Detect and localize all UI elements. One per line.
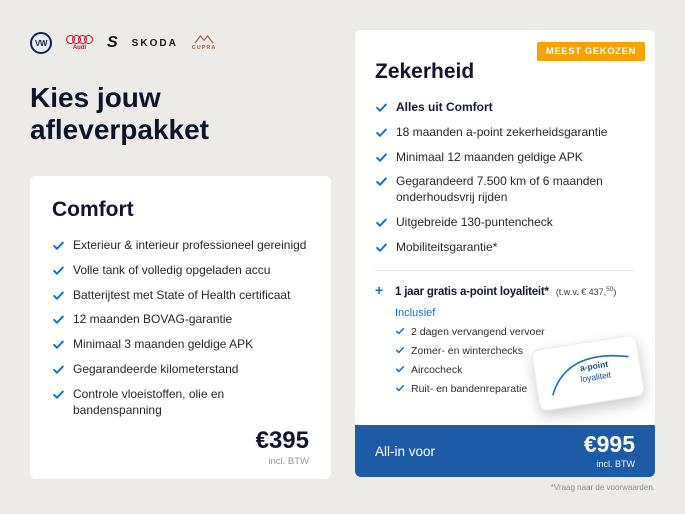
feature-item <box>52 337 309 353</box>
audi-rings-icon <box>66 35 93 44</box>
feature-item <box>52 387 309 419</box>
check-icon <box>375 241 388 254</box>
comfort-title: Comfort <box>52 198 134 221</box>
feature-label: Controle vloeistoffen, olie en bandenspanning <box>73 386 225 417</box>
feature-item <box>52 362 309 378</box>
check-icon <box>375 151 388 164</box>
feature-label: 18 maanden a-point zekerheidsgarantie <box>396 124 608 139</box>
comfort-price-block <box>256 429 309 467</box>
allin-price-block <box>584 433 635 469</box>
audi-label: Audi <box>72 45 87 51</box>
loyalty-label: 1 jaar gratis a-point loyaliteit* <box>395 285 549 298</box>
cupra-logo-icon <box>192 35 217 51</box>
check-icon <box>375 126 388 139</box>
cupra-glyph-icon <box>194 35 214 44</box>
check-icon <box>375 175 388 188</box>
feature-item <box>375 174 635 206</box>
loyalty-bonus-row <box>375 283 649 298</box>
check-icon <box>52 363 65 376</box>
inclusief-item-label: Ruit- en bandenreparatie <box>411 383 528 396</box>
zekerheid-feature-list <box>375 100 635 256</box>
feature-label: Exterieur & interieur professioneel gereinigd <box>73 238 307 252</box>
page-title: Kies jouw afleverpakket <box>30 82 210 146</box>
check-icon <box>52 313 65 326</box>
allin-label: All-in voor <box>375 443 436 459</box>
check-icon <box>52 338 65 351</box>
feature-label: Minimaal 12 maanden geldige APK <box>396 149 583 164</box>
check-icon <box>375 216 388 229</box>
comfort-feature-list <box>52 238 309 419</box>
feature-label: Minimaal 3 maanden geldige APK <box>73 337 254 352</box>
allin-price-bar <box>355 425 655 477</box>
check-icon <box>52 239 65 252</box>
check-icon <box>52 388 65 401</box>
inclusief-label: Inclusief <box>395 306 436 319</box>
check-icon <box>375 101 388 114</box>
feature-label: Volle tank of volledig opgeladen accu <box>73 262 271 277</box>
feature-label: Batterijtest met State of Health certificaat <box>73 287 291 302</box>
comfort-price-note: incl. BTW <box>268 456 309 467</box>
volkswagen-logo-icon: VW <box>30 32 52 54</box>
feature-item <box>375 150 635 166</box>
feature-label: Uitgebreide 130-puntencheck <box>396 215 553 230</box>
feature-item <box>375 125 635 141</box>
check-icon <box>395 383 405 393</box>
inclusief-item-label: Zomer- en winterchecks <box>411 344 524 357</box>
feature-item <box>52 263 309 279</box>
feature-item <box>375 215 635 231</box>
check-icon <box>52 289 65 302</box>
comfort-price: €395 <box>255 427 309 454</box>
feature-item <box>375 100 635 116</box>
allin-price-note: incl. BTW <box>596 459 635 469</box>
skoda-logo: SKODA <box>131 37 178 49</box>
allin-price: €995 <box>583 431 635 457</box>
feature-label: 12 maanden BOVAG-garantie <box>73 312 233 327</box>
inclusief-item-label: Aircocheck <box>411 364 463 377</box>
zekerheid-package-card[interactable] <box>355 30 655 477</box>
seat-logo-icon: S <box>107 34 118 51</box>
check-icon <box>395 364 405 374</box>
loyalty-value: (t.w.v. € 437,50) <box>555 285 617 297</box>
feature-label: Gegarandeerd 7.500 km of 6 maanden onderhoudsvrij rijden <box>396 174 603 205</box>
inclusief-item-label: 2 dagen vervangend vervoer <box>411 325 545 338</box>
feature-item <box>52 238 309 254</box>
loyalty-card-text: a-point loyaliteit <box>579 358 612 385</box>
inclusief-item <box>395 326 635 339</box>
disclaimer: *Vraag naar de voorwaarden. <box>550 483 655 492</box>
cupra-label: CUPRA <box>191 45 217 51</box>
zekerheid-title: Zekerheid <box>375 60 475 83</box>
feature-label: Gegarandeerde kilometerstand <box>73 362 239 377</box>
brand-bar <box>30 28 216 58</box>
feature-item <box>52 312 309 328</box>
check-icon <box>52 264 65 277</box>
plus-icon: + <box>375 282 384 298</box>
feature-label: Mobiliteitsgarantie* <box>396 239 498 254</box>
audi-logo-icon <box>66 35 93 51</box>
feature-label: Alles uit Comfort <box>396 100 493 114</box>
most-chosen-badge: MEEST GEKOZEN <box>537 42 645 61</box>
feature-item <box>375 240 635 256</box>
check-icon <box>395 326 405 336</box>
divider <box>375 270 635 271</box>
check-icon <box>395 345 405 355</box>
feature-item <box>52 288 309 304</box>
comfort-package-card[interactable] <box>30 176 331 479</box>
